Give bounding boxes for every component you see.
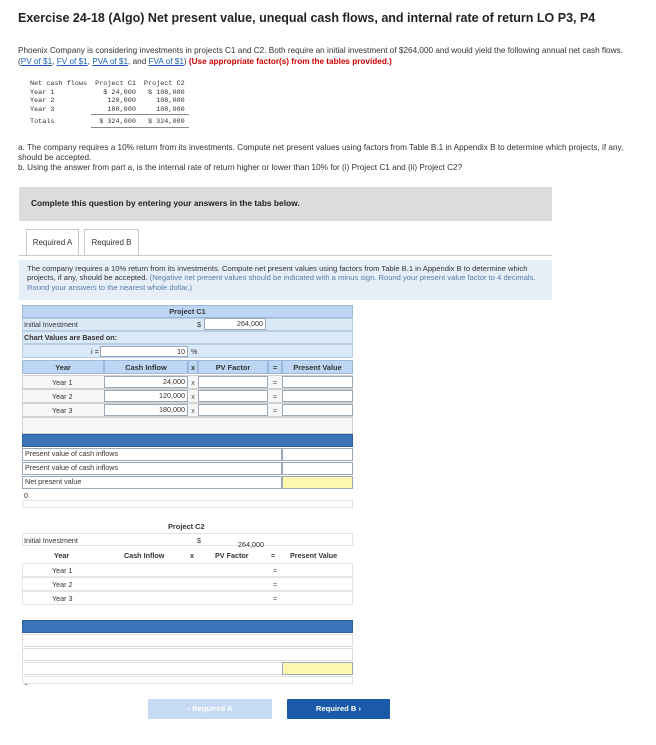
c1-footer-row: [22, 500, 353, 508]
c1-inflow-year2[interactable]: 120,000: [104, 390, 188, 402]
complete-question-banner: Complete this question by entering your answers in the tabs below.: [19, 187, 552, 221]
spacer-row: [22, 417, 353, 434]
cash-flow-total-row: Totals $ 324,000 $ 324,000: [26, 115, 189, 128]
cash-flow-row: Year 1 $ 24,000 $ 108,000: [30, 88, 185, 97]
c1-pv-inflows-label-1[interactable]: Present value of cash inflows: [22, 448, 282, 461]
chevron-left-icon: ‹: [187, 704, 191, 713]
c1-inflow-year3[interactable]: 180,000: [104, 404, 188, 416]
c1-pv-inflows-label-2[interactable]: Present value of cash inflows: [22, 462, 282, 475]
c1-col-pv: Present Value: [282, 360, 353, 374]
prev-required-a-button[interactable]: ‹ Required A: [148, 699, 272, 719]
project-c2-title: Project C2: [168, 522, 205, 531]
cash-flow-row: Year 3 180,000 108,000: [26, 106, 189, 115]
c1-i-label: i =: [91, 347, 99, 356]
c1-inflow-year1[interactable]: 24,000: [104, 376, 188, 388]
c1-factor-year1[interactable]: [198, 376, 268, 388]
c1-pct-label: %: [191, 347, 198, 356]
pv-of-1-link[interactable]: PV of $1: [20, 56, 53, 66]
c2-initial-label: Initial Investment: [24, 536, 78, 545]
c2-footer-row: [22, 676, 353, 684]
cash-flow-row: Year 2 120,000 108,000: [30, 97, 185, 106]
c2-initial-investment: 264,000: [238, 540, 264, 549]
c2-currency: $: [197, 536, 201, 545]
pva-of-1-link[interactable]: PVA of $1: [92, 56, 129, 66]
c2-col-eq: =: [271, 551, 276, 560]
project-c1-title: Project C1: [22, 305, 353, 318]
fva-of-1-link[interactable]: FVA of $1: [148, 56, 184, 66]
intro-text: Phoenix Company is considering investments in projects C1 and C2. Both require an initial investment of $264,000 and would yield the following annual net cash flows. (PV of $1, FV of $1, PVA of $1, and FVA of $1) (Use appropriate factor(s) from the tables provided.): [18, 46, 623, 66]
c2-col-factor: PV Factor: [215, 551, 249, 560]
c2-section-bar: [22, 620, 353, 633]
c2-col-inflow: Cash Inflow: [124, 551, 165, 560]
c1-pv-inflows-value-1[interactable]: [282, 448, 353, 461]
c1-factor-year3[interactable]: [198, 404, 268, 416]
page-title: Exercise 24-18 (Algo) Net present value, unequal cash flows, and internal rate of return LO P3, P4: [18, 11, 596, 25]
question-a: a. The company requires a 10% return from its investments. Compute net present values using factors from Table B.1 in Appendix B to determine which projects, if any, should be accepted.: [18, 143, 624, 163]
fv-of-1-link[interactable]: FV of $1: [56, 56, 88, 66]
factor-hint: (Use appropriate factor(s) from the tables provided.): [188, 56, 392, 66]
c1-npv-value[interactable]: [282, 476, 353, 489]
c1-initial-label: Initial Investment: [24, 320, 78, 329]
c1-currency: $: [197, 320, 201, 329]
c1-initial-investment-input[interactable]: 264,000: [204, 318, 266, 330]
c1-col-x: x: [188, 360, 198, 374]
c1-rate-input[interactable]: 10: [100, 346, 188, 357]
c1-col-factor: PV Factor: [198, 360, 268, 374]
c1-npv-label[interactable]: Net present value: [22, 476, 282, 489]
tab-required-b[interactable]: Required B: [84, 229, 139, 256]
c1-pv-year2[interactable]: [282, 390, 353, 402]
c2-pv-row-2: [22, 648, 353, 661]
c1-zero: 0: [24, 491, 28, 500]
c2-col-year: Year: [54, 551, 70, 560]
instructions: The company requires a 10% return from its investments. Compute net present values using factors from Table B.1 in Appendix B to determine which projects, if any, should be accepted. (Negative net present values should be indicated with a minus sign. Round your present value factor to 4 decimals. Round your answers to the nearest whole dollar.): [19, 260, 552, 300]
c1-pv-year3[interactable]: [282, 404, 353, 416]
tab-divider: [19, 255, 552, 256]
c2-col-pv: Present Value: [290, 551, 338, 560]
c1-pv-year1[interactable]: [282, 376, 353, 388]
questions: [18, 143, 638, 174]
c1-pv-inflows-value-2[interactable]: [282, 462, 353, 475]
chevron-right-icon: ›: [358, 704, 362, 713]
cash-flow-table: Net cash flows Project C1 Project C2 Year 1 $ 24,000 $ 108,000 Year 2 120,000 108,000 Year 3 180,000 108,000 Totals $ 324,000 $ 324,000: [26, 80, 189, 128]
c2-col-x: x: [190, 551, 194, 560]
c2-pv-row-1: [22, 634, 353, 647]
c2-npv-value[interactable]: [282, 662, 353, 675]
c1-col-year: Year: [22, 360, 104, 374]
c1-col-eq: =: [268, 360, 282, 374]
tab-required-a[interactable]: Required A: [26, 229, 79, 256]
next-required-b-button[interactable]: Required B ›: [287, 699, 390, 719]
c1-section-bar: [22, 434, 353, 447]
c1-chart-label: Chart Values are Based on:: [24, 333, 118, 342]
question-b: b. Using the answer from part a, is the internal rate of return higher or lower than 10% for (i) Project C1 and (ii) Project C2?: [18, 163, 463, 173]
c1-factor-year2[interactable]: [198, 390, 268, 402]
c1-col-inflow: Cash Inflow: [104, 360, 188, 374]
